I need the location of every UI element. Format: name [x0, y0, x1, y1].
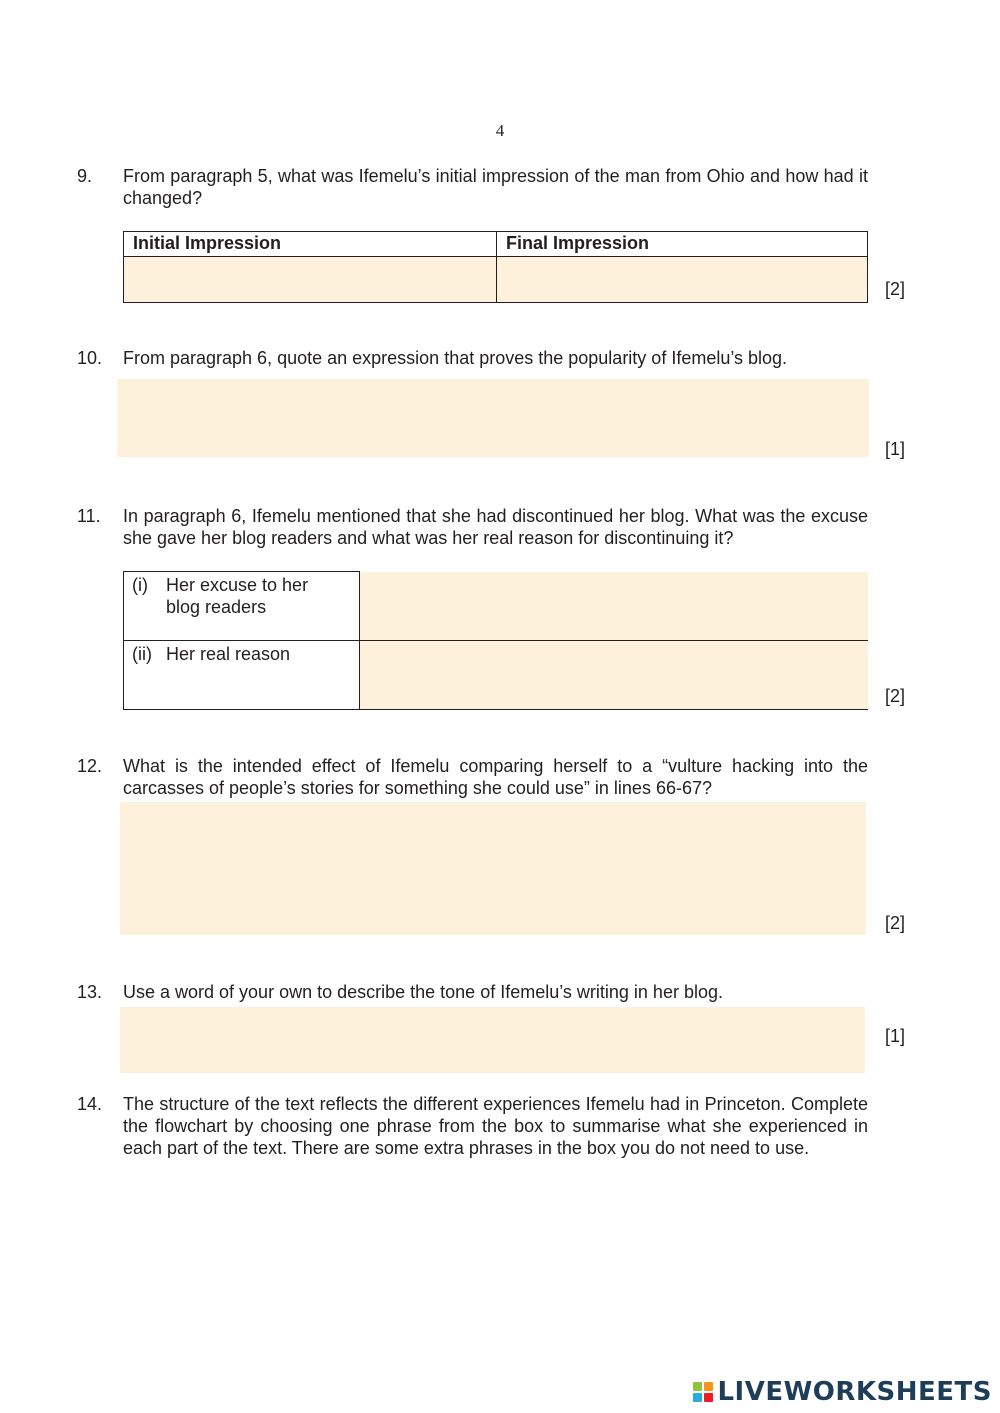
header-initial-impression: Initial Impression [124, 232, 497, 257]
question-9-text: From paragraph 5, what was Ifemelu’s initial impression of the man from Ohio and how had it changed? [123, 166, 868, 208]
question-13-text: Use a word of your own to describe the tone of Ifemelu’s writing in her blog. [123, 982, 723, 1002]
row-excuse-number: (i) [132, 575, 148, 595]
question-13-mark: [1] [885, 1026, 906, 1046]
question-10-text: From paragraph 6, quote an expression that proves the popularity of Ifemelu’s blog. [123, 348, 788, 368]
q13-answer-input[interactable] [120, 1007, 865, 1073]
row-excuse-line2: blog readers [166, 597, 267, 617]
page-number: 4 [495, 121, 505, 140]
question-12-number: 12. [77, 756, 103, 776]
question-9-table [123, 231, 868, 303]
row-reason-line1: Her real reason [166, 643, 291, 664]
q11-excuse-input[interactable] [360, 572, 868, 640]
row-excuse-label [124, 572, 360, 641]
liveworksheets-logo-text: LIVEWORKSHEETS [717, 1377, 992, 1407]
row-reason-label [124, 640, 360, 709]
row-reason-number: (ii) [132, 643, 152, 664]
liveworksheets-logo-icon [693, 1382, 713, 1402]
liveworksheets-logo [693, 1377, 992, 1407]
header-final-impression: Final Impression [497, 232, 868, 257]
question-13-number: 13. [77, 982, 103, 1002]
question-11-text: In paragraph 6, Ifemelu mentioned that she had discontinued her blog. What was the excuse she gave her blog readers and what was her real reason for discontinuing it? [123, 506, 868, 548]
question-11-table [123, 571, 868, 710]
q9-final-impression-input[interactable] [497, 257, 867, 302]
question-9-mark: [2] [885, 279, 906, 299]
q11-reason-input[interactable] [360, 641, 868, 709]
question-11-number: 11. [77, 506, 101, 526]
question-11-mark: [2] [885, 686, 906, 706]
row-excuse-line1: Her excuse to her [166, 575, 309, 595]
q10-answer-input[interactable] [117, 379, 869, 457]
question-14-number: 14. [77, 1094, 103, 1114]
question-12-text: What is the intended effect of Ifemelu comparing herself to a “vulture hacking into the carcasses of people’s stories for something she could use” in lines 66-67? [123, 756, 868, 798]
question-12-mark: [2] [885, 913, 906, 933]
question-14-text: The structure of the text reflects the different experiences Ifemelu had in Princeton. Complete the flowchart by choosing one phrase from the box to summarise what she experienced in each part of the text. There are some extra phrases in the box you do not need to use. [123, 1094, 868, 1158]
q9-initial-impression-input[interactable] [124, 257, 496, 302]
q12-answer-input[interactable] [120, 802, 866, 935]
question-9-number: 9. [77, 166, 93, 186]
question-10-number: 10. [77, 348, 103, 368]
question-10-mark: [1] [885, 439, 906, 459]
